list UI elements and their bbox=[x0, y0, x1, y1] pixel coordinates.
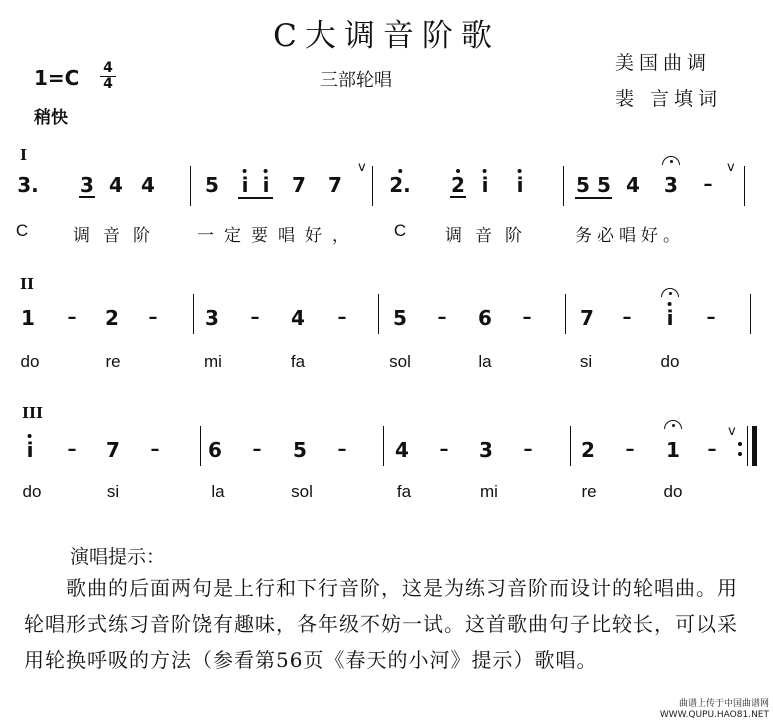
dash: – bbox=[148, 307, 158, 328]
note: 4 bbox=[109, 173, 123, 197]
lyrics-row-2 bbox=[0, 352, 773, 402]
lyric: la bbox=[478, 352, 492, 371]
note: 7 bbox=[580, 306, 594, 330]
note: 3 bbox=[479, 438, 493, 462]
repeat-dots bbox=[738, 436, 742, 462]
part-label-2: II bbox=[20, 275, 35, 293]
note: i bbox=[666, 306, 674, 330]
barline bbox=[750, 294, 751, 334]
barline bbox=[747, 426, 748, 466]
fermata-icon bbox=[662, 156, 680, 165]
barline bbox=[190, 166, 191, 206]
dash: – bbox=[67, 307, 77, 328]
note: i bbox=[516, 173, 524, 197]
score-row-1 bbox=[0, 160, 773, 218]
dash: – bbox=[337, 307, 347, 328]
dash: – bbox=[706, 307, 716, 328]
tempo-marking: 稍快 bbox=[34, 108, 68, 128]
part-label-3: III bbox=[22, 404, 44, 422]
dash: – bbox=[622, 307, 632, 328]
note: 2 bbox=[451, 173, 465, 197]
barline bbox=[744, 166, 745, 206]
dash: – bbox=[625, 439, 635, 460]
note: 4 bbox=[291, 306, 305, 330]
dash: – bbox=[150, 439, 160, 460]
note: 7 bbox=[106, 438, 120, 462]
dash: – bbox=[437, 307, 447, 328]
breath-mark: v bbox=[728, 424, 736, 439]
note: 1 bbox=[21, 306, 35, 330]
final-barline bbox=[752, 426, 757, 466]
lyrics-row-3 bbox=[0, 482, 773, 532]
barline bbox=[565, 294, 566, 334]
tips-body: 歌曲的后面两句是上行和下行音阶，这是为练习音阶而设计的轮唱曲。用轮唱形式练习音阶饶有趣味，各年级不妨一试。这首歌曲句子比较长，可以采用轮换呼吸的方法（参看第56页《春天的小河》提示）歌唱。 bbox=[24, 576, 738, 672]
time-signature-bottom: 4 bbox=[103, 76, 113, 92]
song-title: C大调音阶歌 bbox=[273, 18, 500, 54]
note: 2 bbox=[105, 306, 119, 330]
key-signature: 1=C bbox=[34, 66, 80, 90]
lyric: si bbox=[106, 482, 120, 501]
score-row-3 bbox=[0, 424, 773, 482]
barline bbox=[200, 426, 201, 466]
lyric: fa bbox=[396, 482, 412, 501]
lyric: 务必唱好。 bbox=[575, 226, 685, 246]
lyric: do bbox=[663, 482, 683, 501]
note: 4 bbox=[395, 438, 409, 462]
time-signature bbox=[100, 62, 116, 91]
lyric: fa bbox=[290, 352, 306, 371]
lyric: re bbox=[105, 352, 121, 371]
part-label-1: I bbox=[20, 146, 28, 164]
note: 6 bbox=[208, 438, 222, 462]
barline bbox=[193, 294, 194, 334]
barline bbox=[378, 294, 379, 334]
note: 4 bbox=[626, 173, 640, 197]
credit-music: 美国曲调 bbox=[615, 52, 712, 74]
watermark bbox=[660, 699, 769, 721]
note: 1 bbox=[666, 438, 680, 462]
dash: – bbox=[703, 174, 713, 195]
barline bbox=[383, 426, 384, 466]
lyric: 调音阶 bbox=[73, 226, 163, 246]
dash: – bbox=[337, 439, 347, 460]
fermata-icon bbox=[664, 420, 682, 429]
note: 2. bbox=[389, 173, 411, 197]
lyrics-row-1 bbox=[0, 221, 773, 271]
note: 7 bbox=[292, 173, 306, 197]
lyric: do bbox=[20, 352, 40, 371]
lyric: 一定要唱好， bbox=[197, 226, 359, 246]
lyric: mi bbox=[204, 352, 222, 371]
note: 3 bbox=[80, 173, 94, 197]
dash: – bbox=[252, 439, 262, 460]
time-signature-top: 4 bbox=[103, 60, 113, 76]
lyric: sol bbox=[291, 482, 313, 501]
score-row-2 bbox=[0, 302, 773, 352]
dash: – bbox=[707, 439, 717, 460]
fermata-icon bbox=[661, 288, 679, 297]
tips-heading: 演唱提示： bbox=[70, 546, 166, 568]
dash: – bbox=[439, 439, 449, 460]
underline bbox=[575, 197, 612, 199]
note: i bbox=[481, 173, 489, 197]
credit-lyrics: 裴 言填词 bbox=[615, 88, 723, 110]
barline bbox=[372, 166, 373, 206]
watermark-line-1: 曲谱上传于中国曲谱网 bbox=[678, 699, 769, 709]
dash: – bbox=[523, 439, 533, 460]
note: 3. bbox=[17, 173, 39, 197]
note: 4 bbox=[141, 173, 155, 197]
note: 7 bbox=[328, 173, 342, 197]
dash: – bbox=[250, 307, 260, 328]
note: 5 bbox=[393, 306, 407, 330]
note: 2 bbox=[581, 438, 595, 462]
barline bbox=[570, 426, 571, 466]
lyric: do bbox=[22, 482, 42, 501]
note: 5 bbox=[205, 173, 219, 197]
note: i bbox=[262, 173, 270, 197]
underline bbox=[238, 197, 273, 199]
note: 6 bbox=[478, 306, 492, 330]
note: i bbox=[26, 438, 34, 462]
note: 5 bbox=[293, 438, 307, 462]
lyric: C bbox=[393, 221, 407, 240]
lyric: re bbox=[581, 482, 597, 501]
note: 3 bbox=[664, 173, 678, 197]
lyric: mi bbox=[480, 482, 498, 501]
lyric: sol bbox=[389, 352, 411, 371]
note: i bbox=[241, 173, 249, 197]
breath-mark: v bbox=[358, 160, 366, 175]
dash: – bbox=[67, 439, 77, 460]
lyric: 调音阶 bbox=[445, 226, 535, 246]
note: 3 bbox=[205, 306, 219, 330]
lyric: C bbox=[15, 221, 29, 240]
watermark-line-2: WWW.QUPU.HAO81.NET bbox=[659, 710, 769, 720]
breath-mark: v bbox=[727, 160, 735, 175]
lyric: si bbox=[579, 352, 593, 371]
subtitle: 三部轮唱 bbox=[320, 70, 392, 91]
lyric: la bbox=[211, 482, 225, 501]
dash: – bbox=[522, 307, 532, 328]
note: 5 bbox=[597, 173, 611, 197]
barline bbox=[563, 166, 564, 206]
note: 5 bbox=[576, 173, 590, 197]
lyric: do bbox=[660, 352, 680, 371]
